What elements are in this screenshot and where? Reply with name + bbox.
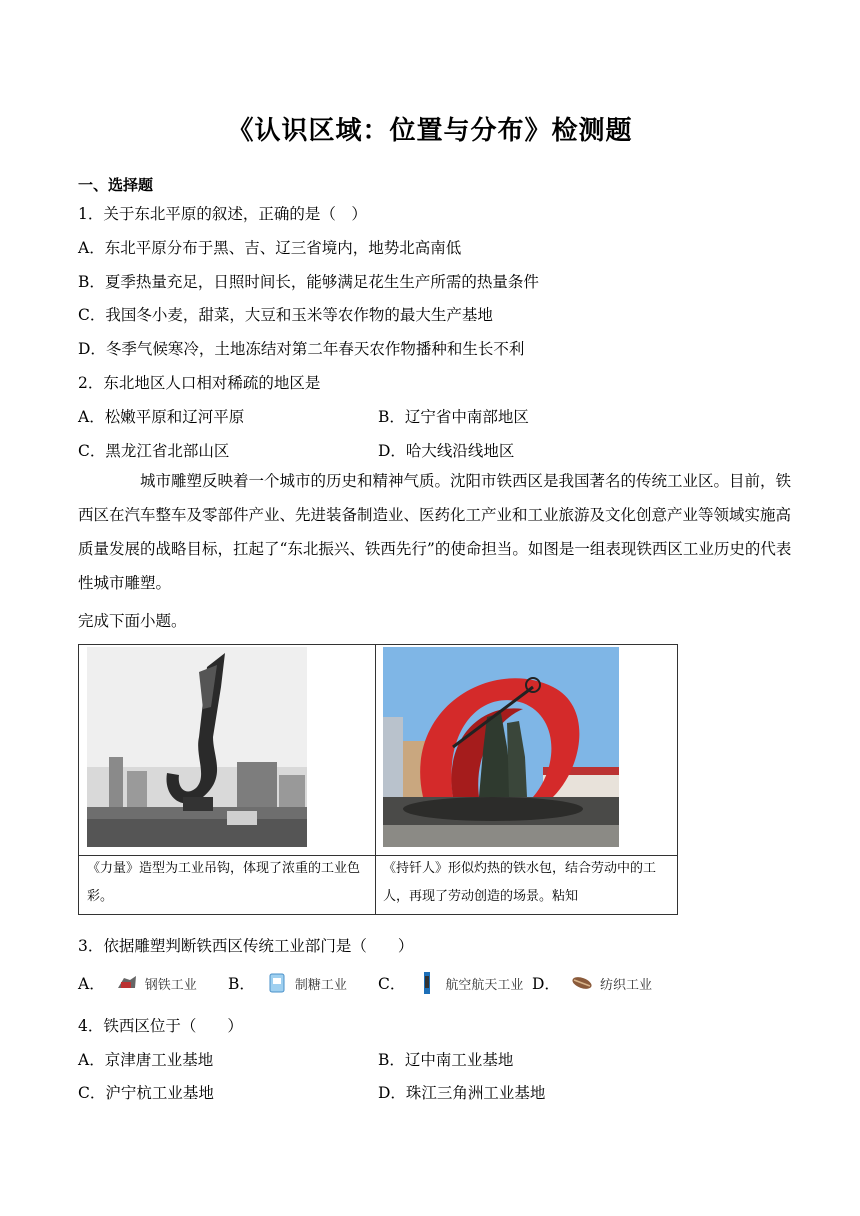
q2-option-c[interactable]: C．黑龙江省北部山区 [78, 442, 230, 460]
q3-option-b[interactable] [228, 972, 347, 994]
caption-left: 《力量》造型为工业吊钩，体现了浓重的工业色彩。 [87, 861, 361, 904]
page-title: 《认识区域：位置与分布》检测题 [227, 116, 633, 146]
section-heading: 一、选择题 [78, 176, 154, 194]
q2-option-b[interactable]: B．辽宁省中南部地区 [378, 408, 529, 426]
q1-option-b[interactable]: B．夏季热量充足，日照时间长，能够满足花生生产所需的热量条件 [78, 273, 539, 291]
steel-icon [115, 972, 139, 994]
q2-option-d[interactable]: D．哈大线沿线地区 [378, 442, 515, 460]
figure-divider [375, 645, 376, 914]
q4-option-b[interactable]: B．辽中南工业基地 [378, 1051, 514, 1069]
q3-option-a-label: 钢铁工业 [144, 977, 197, 993]
q3-option-d[interactable] [532, 972, 652, 994]
q3-option-b-label: 制糖工业 [294, 977, 347, 993]
q1-option-a[interactable]: A．东北平原分布于黑、吉、辽三省境内，地势北高南低 [78, 239, 462, 257]
q3-option-b-letter: B． [228, 975, 255, 993]
q2-option-a[interactable]: A．松嫩平原和辽河平原 [78, 408, 245, 426]
q3-option-c[interactable] [378, 972, 523, 994]
q1-option-d[interactable]: D．冬季气候寒冷，土地冻结对第二年春天农作物播种和生长不利 [78, 340, 525, 358]
passage-text: 城市雕塑反映着一个城市的历史和精神气质。沈阳市铁西区是我国著名的传统工业区。目前，铁西区在汽车整车及零部件产业、先进装备制造业、医药化工产业和工业旅游及文化创意产业等领域实施高质量发展的战略目标，扛起了“东北振兴、铁西先行”的使命担当。如图是一组表现铁西区工业历史的代表性城市雕塑。 [78, 472, 792, 592]
q2-stem: 2．东北地区人口相对稀疏的地区是 [78, 374, 321, 392]
q1-stem: 1．关于东北平原的叙述，正确的是（ ） [78, 205, 367, 223]
hook-sculpture-photo [87, 647, 307, 847]
aerospace-icon [415, 972, 439, 994]
q3-option-c-label: 航空航天工业 [445, 977, 524, 993]
steel-driller-sculpture-photo [383, 647, 619, 847]
textile-icon [570, 972, 594, 994]
q4-option-d[interactable]: D．珠江三角洲工业基地 [378, 1084, 546, 1102]
q4-option-c[interactable]: C．沪宁杭工业基地 [78, 1084, 214, 1102]
sugar-icon [265, 972, 289, 994]
passage-instruction: 完成下面小题。 [78, 612, 187, 630]
q1-option-c[interactable]: C．我国冬小麦，甜菜，大豆和玉米等农作物的最大生产基地 [78, 306, 493, 324]
caption-right: 《持钎人》形似灼热的铁水包，结合劳动中的工人，再现了劳动创造的场景。粘知 [383, 861, 657, 904]
q3-stem: 3．依据雕塑判断铁西区传统工业部门是（ ） [78, 937, 414, 955]
q3-option-a-letter: A． [78, 975, 105, 993]
q3-option-a[interactable] [78, 972, 197, 994]
q3-option-c-letter: C． [378, 975, 406, 993]
sculpture-figure [78, 644, 678, 915]
q4-option-a[interactable]: A．京津唐工业基地 [78, 1051, 214, 1069]
passage [78, 464, 798, 600]
q4-stem: 4．铁西区位于（ ） [78, 1017, 243, 1035]
q3-option-d-label: 纺织工业 [599, 977, 652, 993]
q3-option-d-letter: D． [532, 975, 560, 993]
